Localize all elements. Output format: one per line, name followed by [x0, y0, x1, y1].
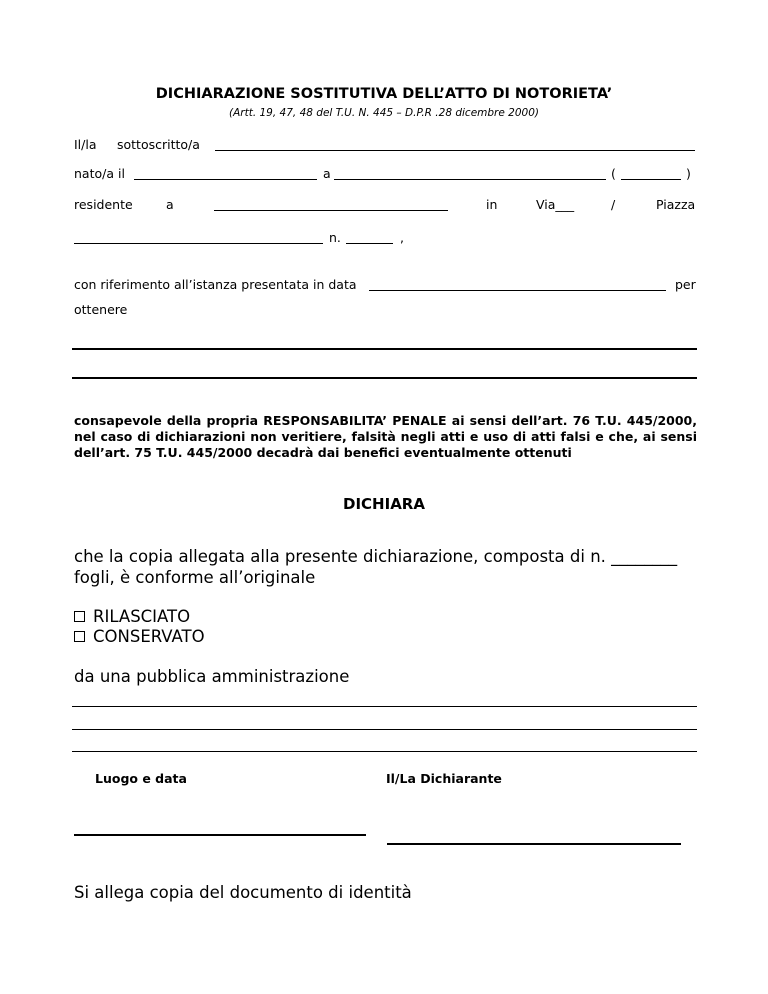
residence-city-field[interactable]: [214, 210, 448, 211]
declarant-signature-line[interactable]: [387, 843, 681, 845]
sottoscritto-label: sottoscritto/a: [117, 137, 200, 152]
administration-line-2[interactable]: [72, 729, 697, 730]
document-subtitle: (Artt. 19, 47, 48 del T.U. N. 445 – D.P.R .28 dicembre 2000): [229, 107, 539, 119]
checkbox-icon[interactable]: [74, 631, 85, 642]
paren-close: ): [686, 166, 691, 181]
option-conservato[interactable]: [74, 627, 205, 646]
option-rilasciato[interactable]: [74, 607, 190, 626]
street-field[interactable]: [74, 243, 323, 244]
option-rilasciato-label: RILASCIATO: [93, 607, 191, 626]
comma-label: ,: [400, 230, 404, 245]
birth-place-field[interactable]: [334, 179, 606, 180]
purpose-line-2[interactable]: [72, 377, 697, 379]
name-field[interactable]: [215, 150, 695, 151]
option-conservato-label: CONSERVATO: [93, 627, 205, 646]
birth-province-field[interactable]: [621, 179, 681, 180]
administration-line-1[interactable]: [72, 706, 697, 707]
a-label-residence: a: [166, 197, 174, 212]
document-title: DICHIARAZIONE SOSTITUTIVA DELL’ATTO DI NOTORIETA’: [155, 86, 613, 102]
a-label-birth: a: [323, 166, 331, 181]
purpose-line-1[interactable]: [72, 348, 697, 350]
copia-statement-line1: che la copia allegata alla presente dichiarazione, composta di n. ________: [74, 547, 678, 566]
via-label: Via___: [536, 197, 575, 212]
allegato-note: Si allega copia del documento di identità: [74, 883, 412, 902]
place-date-signature-line[interactable]: [74, 834, 366, 836]
luogo-data-label: Luogo e data: [95, 771, 187, 786]
birth-date-field[interactable]: [134, 179, 317, 180]
riferimento-label: con riferimento all’istanza presentata in data: [74, 277, 357, 292]
n-label: n.: [329, 230, 341, 245]
responsibility-warning: consapevole della propria RESPONSABILITA’ PENALE ai sensi dell’art. 76 T.U. 445/2000, nel caso di dichiarazioni non veritiere, falsità negli atti e uso di atti falsi e che, ai sensi dell’art. 75 T.U. 445/2000 decadrà dai benefici eventualmente ottenuti: [74, 413, 697, 460]
application-date-field[interactable]: [369, 290, 666, 291]
nato-label: nato/a il: [74, 166, 125, 181]
in-label: in: [486, 197, 498, 212]
dichiara-heading: DICHIARA: [343, 495, 425, 513]
checkbox-icon[interactable]: [74, 611, 85, 622]
il-la-label: Il/la: [74, 137, 97, 152]
dichiarante-label: Il/La Dichiarante: [386, 771, 502, 786]
copia-statement-line2: fogli, è conforme all’originale: [74, 568, 316, 587]
pubblica-amministrazione-label: da una pubblica amministrazione: [74, 667, 350, 686]
slash-label: /: [611, 197, 616, 212]
per-label: per: [675, 277, 696, 292]
street-number-field[interactable]: [346, 243, 393, 244]
ottenere-label: ottenere: [74, 302, 128, 317]
administration-line-3[interactable]: [72, 751, 697, 752]
piazza-label: Piazza: [656, 197, 696, 212]
residente-label: residente: [74, 197, 133, 212]
paren-open: (: [611, 166, 616, 181]
